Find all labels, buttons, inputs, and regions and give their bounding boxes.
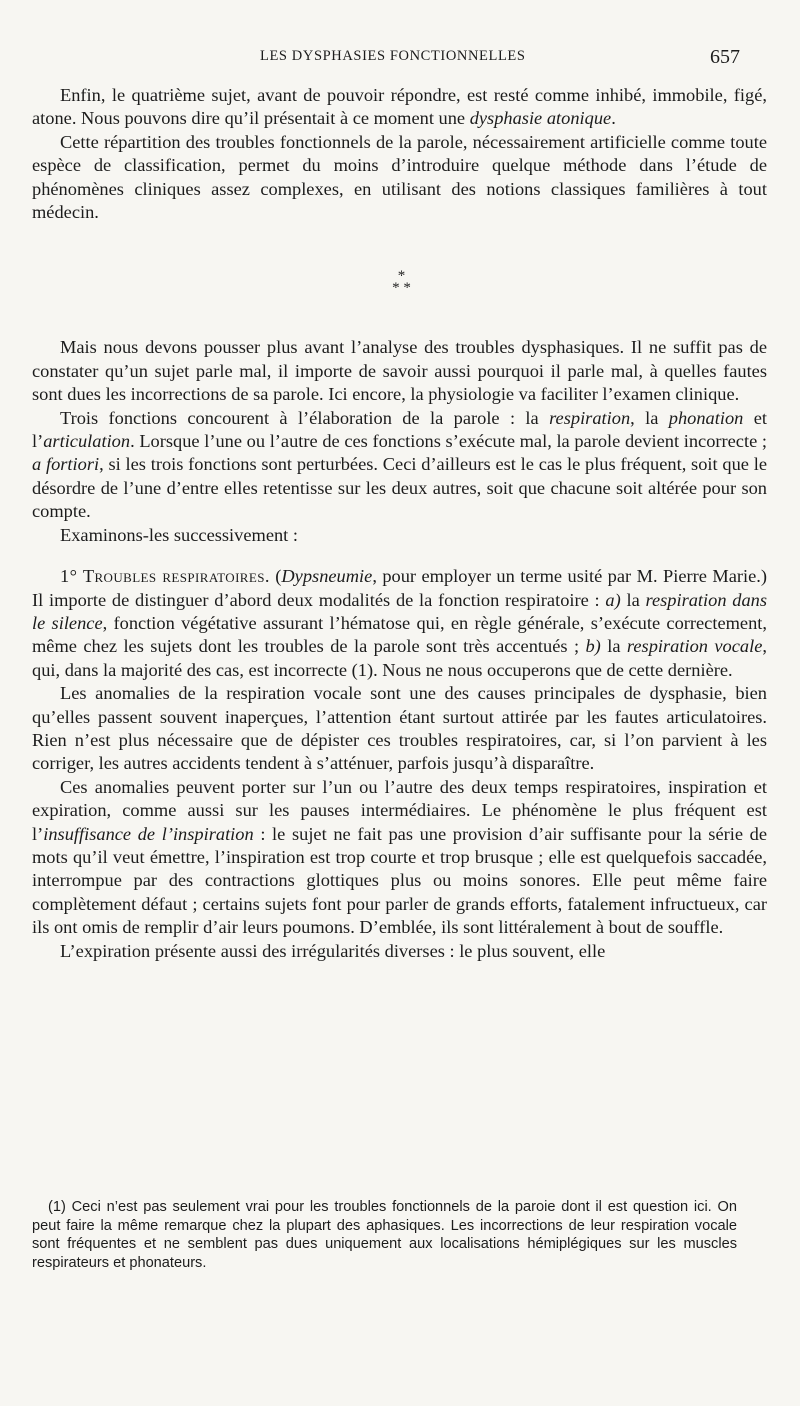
paragraph: Enfin, le quatrième sujet, avant de pouvoir répondre, est resté comme inhibé, immobile, figé, atone. Nous pouvons dire qu’il présentait à ce moment une dysphasie atonique. (32, 85, 767, 129)
section-heading: 1° Troubles respiratoires. (60, 566, 270, 587)
paragraph: L’expiration présente aussi des irrégularités diverses : le plus souvent, elle (60, 940, 606, 961)
paragraph: Trois fonctions concourent à l’élaboration de la parole : la respiration, la phonation et l’articulation. Lorsque l’une ou l’autre de ces fonctions s’exécute mal, la parole devient incorrecte ; a fortiori, si les trois fonctions sont perturbées. Ceci d’ailleurs est le cas le plus fréquent, soit que le désordre de l’une d’entre elles retentisse sur les deux autres, soit que chacune soit altérée pour son compte. (32, 407, 767, 522)
paragraph: Mais nous devons pousser plus avant l’analyse des troubles dysphasiques. Il ne suffit pas de constater qu’un sujet parle mal, il importe de savoir aussi pourquoi il parle mal, à quelles fautes sont dues les incorrections de sa parole. Ici encore, la physiologie va faciliter l’examen clinique. (32, 337, 767, 405)
section-break-asterism (36, 268, 767, 297)
page-header (0, 44, 800, 74)
asterism-bottom: * * (392, 280, 411, 297)
paragraph: Cette répartition des troubles fonctionnels de la parole, nécessairement artificielle comme toute espèce de classification, permet du moins d’introduire quelque méthode dans l’étude de phénomènes cliniques assez complexes, en utilisant des notions classiques familières à tout médecin. (32, 131, 767, 223)
page-number: 657 (710, 46, 740, 68)
running-title: LES DYSPHASIES FONCTIONNELLES (260, 48, 526, 64)
main-text (32, 84, 767, 963)
paragraph-respiratory-troubles: 1° Troubles respiratoires. (Dypsneumie, pour employer un terme usité par M. Pierre Marie.) Il importe de distinguer d’abord deux modalités de la fonction respiratoire : a) la respiration dans le silence, fonction végétative assurant l’hématose qui, en règle générale, s’exécute correctement, même chez les sujets dont les troubles de la parole sont très accentués ; b) la respiration vocale, qui, dans la majorité des cas, est incorrecte (1). Nous ne nous occuperons que de cette dernière. (32, 566, 768, 680)
paragraph: Ces anomalies peuvent porter sur l’un ou l’autre des deux temps respiratoires, inspiration et expiration, comme aussi sur les pauses intermédiaires. Le phénomène le plus fréquent est l’insuffisance de l’inspiration : le sujet ne fait pas une provision d’air suffisante pour la série de mots qu’il veut émettre, l’inspiration est trop courte et trop brusque ; elle est quelquefois saccadée, interrompue par des contractions glottiques plus ou moins sonores. Elle peut même faire complètement défaut ; certains sujets font pour parler de grands efforts, fatalement infructueux, car ils ont omis de remplir d’air leurs poumons. D’emblée, ils sont littéralement à bout de souffle. (32, 776, 767, 938)
paragraph: Examinons-les successivement : (60, 524, 299, 545)
footnote: (1) Ceci n’est pas seulement vrai pour les troubles fonctionnels de la paroie dont il est question ici. On peut faire la même remarque chez la plupart des aphasiques. Les incorrections de leur respiration vocale sont fréquentes et ne semblent pas dues uniquement aux localisations hémiplégiques sur les muscles respirateurs et phonateurs. (32, 1199, 737, 1271)
paragraph: Les anomalies de la respiration vocale sont une des causes principales de dysphasie, bien qu’elles passent souvent inaperçues, l’attention étant surtout attirée par les fautes articulatoires. Rien n’est plus nécessaire que de dépister ces troubles respiratoires, car, si l’on parvient à les corriger, les autres accidents tendent à s’atténuer, parfois jusqu’à disparaître. (32, 683, 767, 774)
asterism-top: * (397, 268, 406, 285)
footnotes (32, 1198, 737, 1272)
